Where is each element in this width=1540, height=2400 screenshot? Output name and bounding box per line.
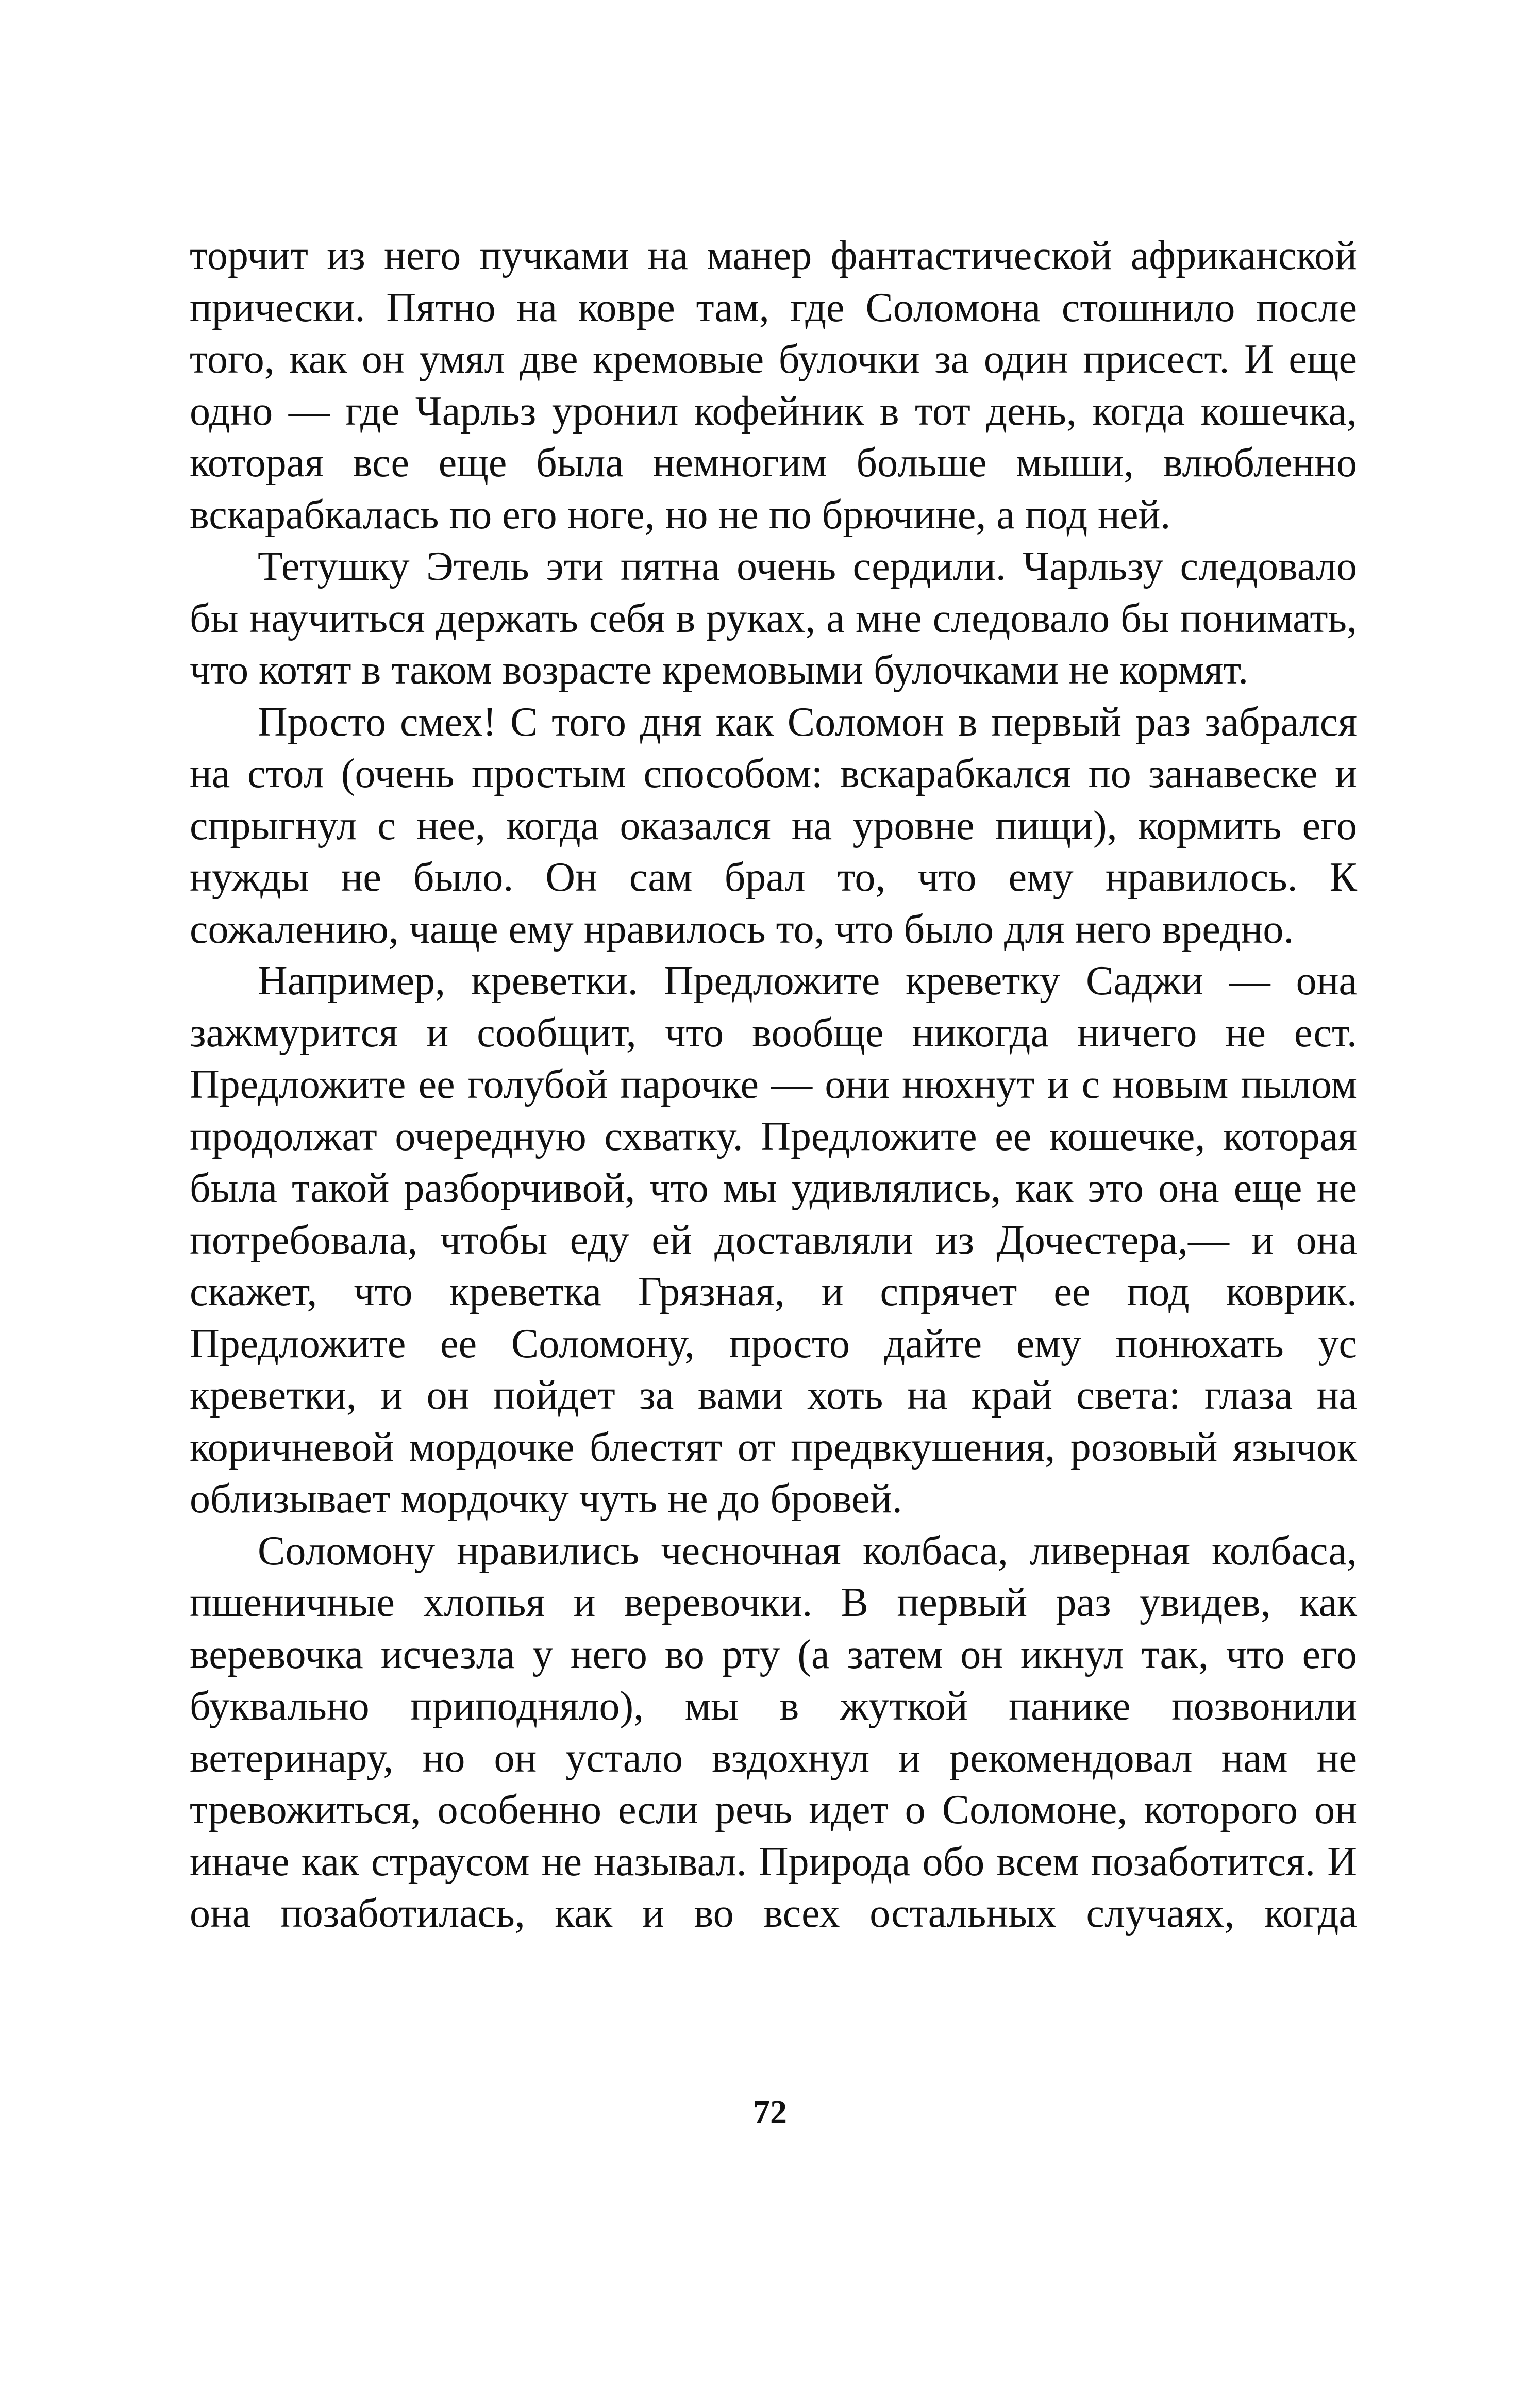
page-body-text bbox=[190, 230, 1357, 1940]
paragraph: Соломону нравились чесночная колбаса, ливерная колбаса, пшеничные хлопья и веревочки. В первый раз увидев, как веревочка исчезла у него во рту (а затем он икнул так, что его буквально приподняло), мы в жуткой панике позвонили ветеринару, но он устало вздохнул и рекомендовал нам не тревожиться, особенно если речь идет о Соломоне, которого он иначе как страусом не называл. Природа обо всем позаботится. И она позаботилась, как и во всех остальных случаях, когда bbox=[190, 1528, 1357, 1936]
paragraph: Тетушку Этель эти пятна очень сердили. Чарльзу следовало бы научиться держать себя в руках, а мне следовало бы понимать, что котят в таком возрасте кремовыми булочками не кормят. bbox=[190, 544, 1357, 693]
paragraph: Просто смех! С того дня как Соломон в первый раз забрался на стол (очень простым способом: вскарабкался по занавеске и спрыгнул с нее, когда оказался на уровне пищи), кормить его нужды не было. Он сам брал то, что ему нравилось. К сожалению, чаще ему нравилось то, что было для него вредно. bbox=[190, 699, 1357, 952]
paragraph-continuation: торчит из него пучками на манер фантастической африканской прически. Пятно на ковре там, где Соломона стошнило после того, как он умял две кремовые булочки за один присест. И еще одно — где Чарльз уронил кофейник в тот день, когда кошечка, которая все еще была немногим больше мыши, влюбленно вскарабкалась по его ноге, но не по брючине, а под ней. bbox=[190, 233, 1357, 538]
page-number: 72 bbox=[753, 2093, 787, 2131]
paragraph: Например, креветки. Предложите креветку Саджи — она зажмурится и сообщит, что вообще никогда ничего не ест. Предложите ее голубой парочке — они нюхнут и с новым пылом продолжат очередную схватку. Предложите ее кошечке, которая была такой разборчивой, что мы удивлялись, как это она еще не потребовала, чтобы еду ей доставляли из Дочестера,— и она скажет, что креветка Грязная, и спрячет ее под коврик. Предложите ее Соломону, просто дайте ему понюхать ус креветки, и он пойдет за вами хоть на край света: глаза на коричневой мордочке блестят от предвкушения, розовый язычок облизывает мордочку чуть не до бровей. bbox=[190, 958, 1357, 1522]
